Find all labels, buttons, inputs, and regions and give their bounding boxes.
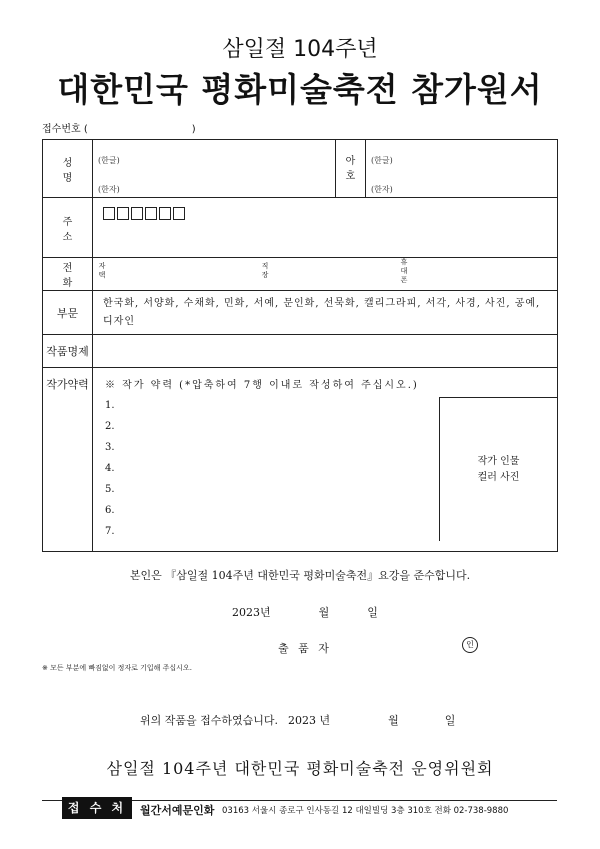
phone-work-label-1: 직 <box>261 262 269 270</box>
reception-address: 03163 서울시 종로구 인사동길 12 대일빌딩 3층 310호 전화 02-738-9880 <box>222 806 509 816</box>
postcode-boxes[interactable] <box>103 207 557 220</box>
postcode-box[interactable] <box>117 207 129 220</box>
photo-label-1: 작가 인물 <box>477 455 520 467</box>
application-date <box>232 604 378 620</box>
receipt-number-label: 접수번호 ( <box>42 124 88 135</box>
career-item[interactable]: 5. <box>105 484 115 495</box>
postcode-box[interactable] <box>173 207 185 220</box>
phone-mobile-label <box>399 258 409 285</box>
name-hangul-hint: (한글) <box>98 156 120 165</box>
career-label: 작가약력 <box>43 368 93 552</box>
received-text: 위의 작품을 접수하였습니다. <box>140 714 279 727</box>
postcode-box[interactable] <box>159 207 171 220</box>
pen-name-label-2: 호 <box>345 170 356 182</box>
receipt-number-close: ) <box>191 124 196 135</box>
phone-home-label-1: 자 <box>98 262 106 270</box>
phone-mobile-label-3: 폰 <box>400 276 408 284</box>
name-hanja-hint: (한자) <box>98 185 120 194</box>
address-field[interactable] <box>93 198 558 258</box>
address-label: 주 소 <box>43 198 93 258</box>
reception-badge: 접 수 처 <box>62 797 132 819</box>
application-form <box>42 139 558 552</box>
career-item[interactable]: 2. <box>105 421 115 432</box>
career-item[interactable]: 6. <box>105 505 115 516</box>
work-title-field[interactable] <box>93 335 558 368</box>
career-note: ※ 작가 약력 (*압축하여 7행 이내로 작성하여 주십시오.) <box>105 380 419 391</box>
form-title: 대한민국 평화미술축전 참가원서 <box>57 70 543 109</box>
career-item[interactable]: 7. <box>105 526 115 537</box>
name-label: 성 명 <box>43 140 93 198</box>
career-field[interactable] <box>93 368 558 552</box>
received-year: 2023 년 <box>288 714 331 727</box>
phone-label: 전 화 <box>43 258 93 291</box>
phone-mobile-label-2: 대 <box>400 267 408 275</box>
category-options[interactable]: 한국화, 서양화, 수채화, 민화, 서예, 문인화, 선묵화, 캘리그라피, 서각, 사경, 사진, 공예, 디자인 <box>93 291 558 335</box>
career-item[interactable]: 4. <box>105 463 115 474</box>
name-field[interactable] <box>93 140 336 198</box>
pen-name-label <box>336 140 366 198</box>
photo-label-2: 컬러 사진 <box>477 471 520 483</box>
committee-name: 삼일절 104주년 대한민국 평화미술축전 운영위원회 <box>106 759 494 778</box>
footnote: ※ 모든 부분에 빠짐없이 정자로 기입해 주십시오. <box>42 664 192 672</box>
phone-field[interactable] <box>93 258 558 291</box>
pen-name-field[interactable] <box>366 140 558 198</box>
date-month: 월 <box>318 606 330 619</box>
career-item[interactable]: 1. <box>105 400 115 411</box>
photo-box[interactable] <box>439 397 557 541</box>
category-label: 부문 <box>43 291 93 335</box>
work-title-label: 작품명제 <box>43 335 93 368</box>
pen-name-label-1: 아 <box>345 155 356 167</box>
postcode-box[interactable] <box>103 207 115 220</box>
pen-name-hangul-hint: (한글) <box>371 156 393 165</box>
received-statement <box>140 712 455 728</box>
postcode-box[interactable] <box>145 207 157 220</box>
form-subtitle: 삼일절 104주년 <box>222 37 378 62</box>
received-day: 일 <box>444 714 456 727</box>
date-day: 일 <box>367 606 378 619</box>
receipt-number <box>42 120 196 135</box>
phone-work-label-2: 장 <box>261 271 269 279</box>
career-items <box>105 400 115 547</box>
phone-home-label <box>97 262 107 280</box>
reception-org: 월간서예문인화 <box>140 804 215 817</box>
phone-work-label <box>260 262 270 280</box>
date-year: 2023년 <box>232 606 271 619</box>
postcode-box[interactable] <box>131 207 143 220</box>
phone-mobile-label-1: 휴 <box>400 258 408 266</box>
career-item[interactable]: 3. <box>105 442 115 453</box>
pen-name-hanja-hint: (한자) <box>371 185 393 194</box>
pledge-text: 본인은 『삼일절 104주년 대한민국 평화미술축전』요강을 준수합니다. <box>129 569 471 582</box>
phone-home-label-2: 택 <box>98 271 106 279</box>
seal-icon: 인 <box>462 637 478 653</box>
received-month: 월 <box>388 714 399 727</box>
applicant-label: 출 품 자 <box>278 642 332 655</box>
